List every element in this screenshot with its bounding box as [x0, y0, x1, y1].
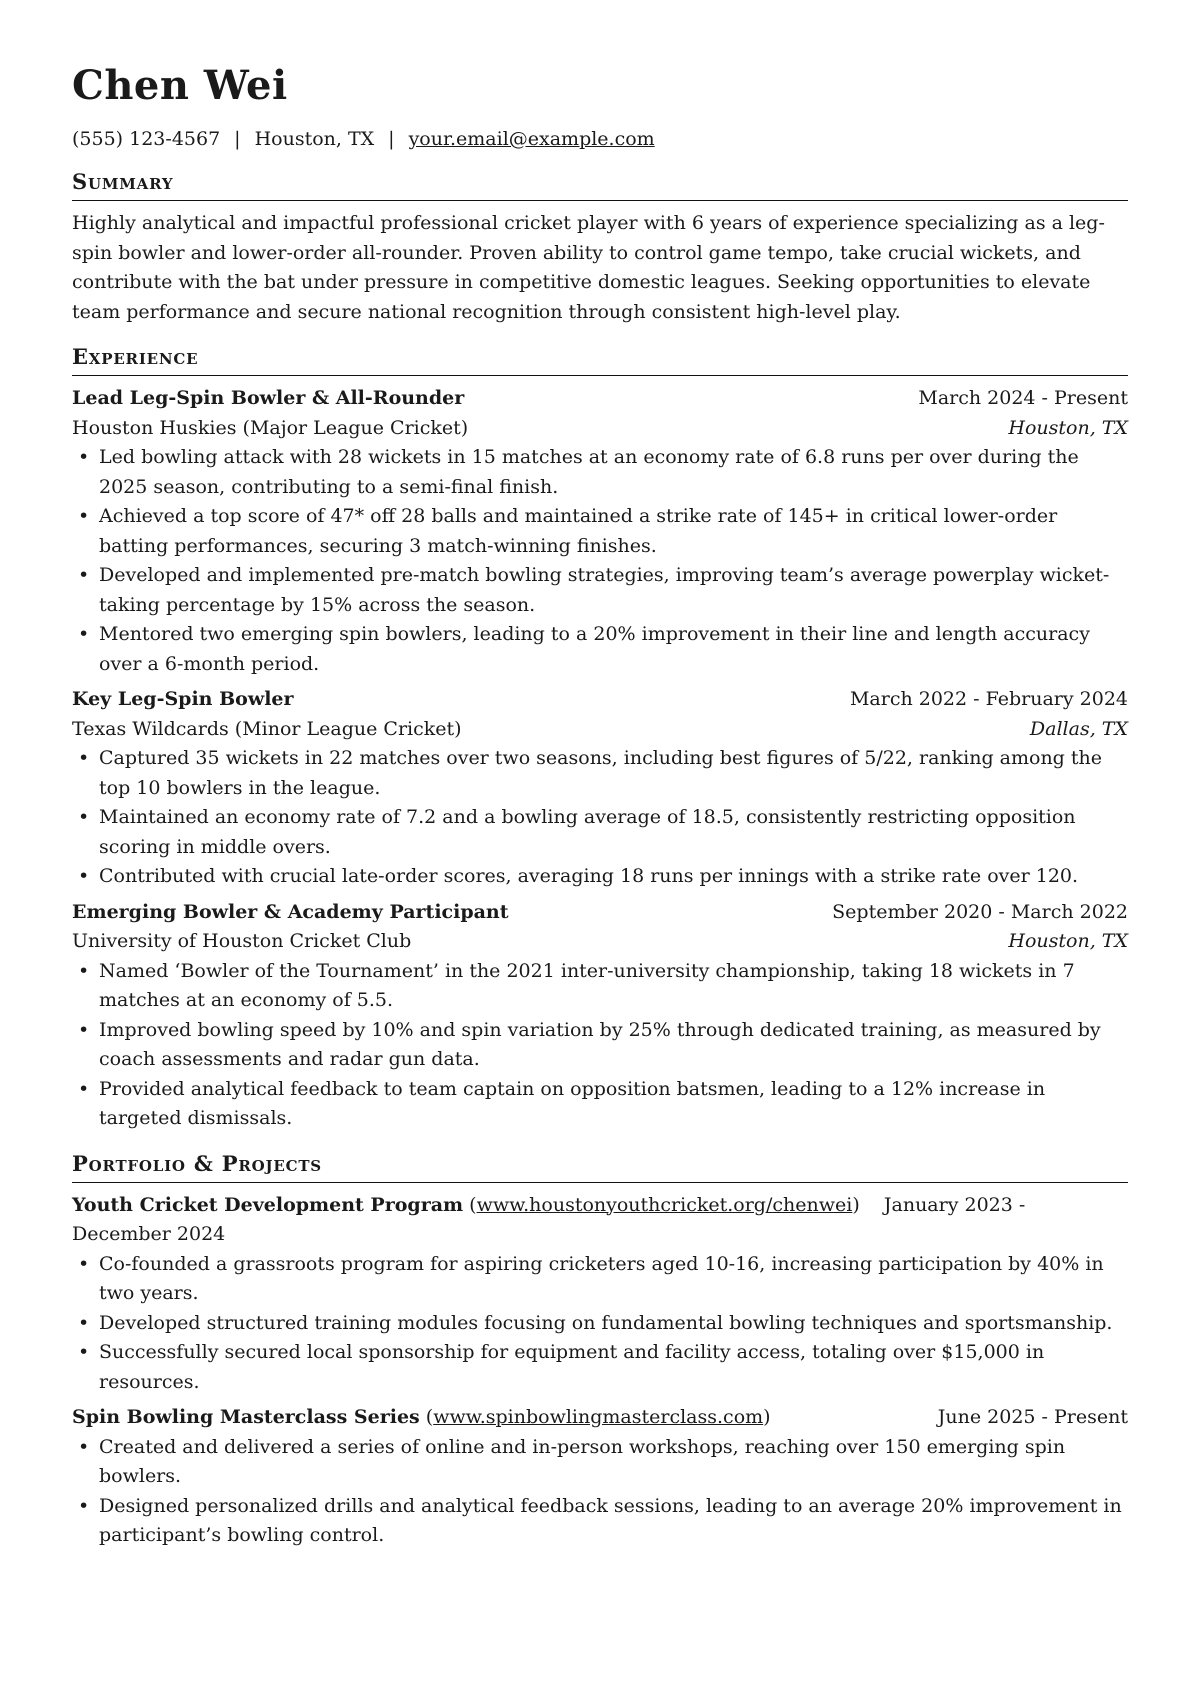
- location: Houston, TX: [254, 128, 375, 150]
- job-bullets: [72, 443, 1128, 679]
- list-item: • Named ‘Bowler of the Tournament’ in the 2021 inter-university championship, taking 18 wickets in 7 matches at an economy of 5.5.: [72, 957, 1128, 1016]
- project-link[interactable]: www.spinbowlingmasterclass.com: [433, 1406, 764, 1428]
- list-item: • Mentored two emerging spin bowlers, leading to a 20% improvement in their line and length accuracy over a 6-month period.: [72, 620, 1128, 679]
- job-location: Houston, TX: [1008, 416, 1128, 439]
- contact-line: [72, 126, 1128, 152]
- separator: |: [234, 128, 241, 150]
- list-item: • Co-founded a grassroots program for aspiring cricketers aged 10-16, increasing participation by 40% in two years.: [72, 1250, 1128, 1309]
- job-dates: September 2020 - March 2022: [832, 900, 1128, 923]
- experience-section: [72, 343, 1128, 1134]
- job-role: Emerging Bowler & Academy Participant: [72, 900, 509, 923]
- separator: |: [388, 128, 395, 150]
- list-item: • Maintained an economy rate of 7.2 and a bowling average of 18.5, consistently restricting opposition scoring in middle overs.: [72, 803, 1128, 862]
- job-organization: Texas Wildcards (Minor League Cricket): [72, 717, 462, 740]
- project-bullets: [72, 1433, 1128, 1551]
- section-title-experience: Experience: [72, 343, 1128, 376]
- list-item: • Designed personalized drills and analytical feedback sessions, leading to an average 20% improvement in participant’s bowling control.: [72, 1492, 1128, 1551]
- list-item: • Achieved a top score of 47* off 28 balls and maintained a strike rate of 145+ in critical lower-order batting performances, securing 3 match-winning finishes.: [72, 502, 1128, 561]
- summary-text: Highly analytical and impactful professional cricket player with 6 years of experience specializing as a leg-spin bowler and lower-order all-rounder. Proven ability to control game tempo, take crucial wickets, and contribute with the bat under pressure in competitive domestic leagues. Seeking opportunities to elevate team performance and secure national recognition through consistent high-level play.: [72, 212, 1105, 323]
- list-item: • Successfully secured local sponsorship for equipment and facility access, totaling over $15,000 in resources.: [72, 1338, 1128, 1397]
- email-link[interactable]: your.email@example.com: [408, 128, 655, 150]
- project-link[interactable]: www.houstonyouthcricket.org/chenwei: [476, 1193, 853, 1216]
- job-location: Dallas, TX: [1029, 717, 1128, 740]
- list-item: • Developed structured training modules focusing on fundamental bowling techniques and sportsmanship.: [72, 1309, 1128, 1339]
- list-item: • Created and delivered a series of online and in-person workshops, reaching over 150 emerging spin bowlers.: [72, 1433, 1128, 1492]
- list-item: • Led bowling attack with 28 wickets in 15 matches at an economy rate of 6.8 runs per over during the 2025 season, contributing to a semi-final finish.: [72, 443, 1128, 502]
- job-entry: [72, 898, 1128, 1134]
- job-entry: [72, 685, 1128, 892]
- candidate-name: Chen Wei: [72, 62, 288, 109]
- list-item: • Captured 35 wickets in 22 matches over two seasons, including best figures of 5/22, ranking among the top 10 bowlers in the league.: [72, 744, 1128, 803]
- project-dates: June 2025 - Present: [937, 1406, 1128, 1428]
- job-entry: [72, 384, 1128, 679]
- project-entry: [72, 1403, 1128, 1551]
- job-organization: Houston Huskies (Major League Cricket): [72, 416, 469, 439]
- job-dates: March 2022 - February 2024: [849, 688, 1128, 710]
- project-entry: [72, 1191, 1128, 1398]
- list-item: • Developed and implemented pre-match bowling strategies, improving team’s average powerplay wicket-taking percentage by 15% across the season.: [72, 561, 1128, 620]
- job-location: Houston, TX: [1008, 930, 1128, 952]
- projects-section: [72, 1150, 1128, 1551]
- project-title: Youth Cricket Development Program: [72, 1193, 464, 1216]
- summary-section: [72, 168, 1128, 327]
- section-title-summary: Summary: [72, 168, 1128, 201]
- project-title: Spin Bowling Masterclass Series: [72, 1406, 420, 1428]
- phone: (555) 123-4567: [72, 128, 221, 150]
- job-bullets: [72, 957, 1128, 1134]
- project-heading: Spin Bowling Masterclass Series (www.spinbowlingmasterclass.com) June 2025 - Present: [72, 1403, 1128, 1433]
- list-item: • Provided analytical feedback to team captain on opposition batsmen, leading to a 12% increase in targeted dismissals.: [72, 1075, 1128, 1134]
- project-bullets: [72, 1250, 1128, 1398]
- project-dates: January 2023 - December 2024: [72, 1193, 1026, 1245]
- job-bullets: [72, 744, 1128, 892]
- section-title-projects: Portfolio & Projects: [72, 1150, 1128, 1183]
- job-dates: March 2024 - Present: [918, 387, 1128, 409]
- job-role: Lead Leg-Spin Bowler & All-Rounder: [72, 387, 465, 409]
- job-organization: University of Houston Cricket Club: [72, 930, 412, 952]
- job-role: Key Leg-Spin Bowler: [72, 688, 294, 710]
- list-item: • Contributed with crucial late-order scores, averaging 18 runs per innings with a strike rate over 120.: [72, 862, 1128, 892]
- project-heading: Youth Cricket Development Program (www.houstonyouthcricket.org/chenwei) January 2023 - December 2024: [72, 1193, 1026, 1245]
- list-item: • Improved bowling speed by 10% and spin variation by 25% through dedicated training, as measured by coach assessments and radar gun data.: [72, 1016, 1128, 1075]
